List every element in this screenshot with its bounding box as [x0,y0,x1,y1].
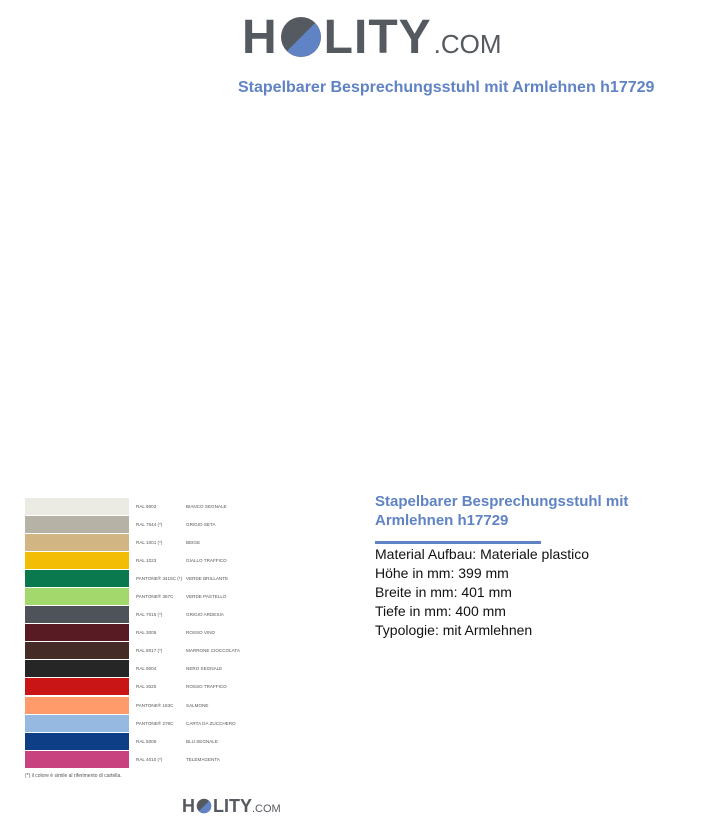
color-name: VERDE PASTELLO [186,594,227,600]
spec-row [375,564,589,583]
color-swatch [25,588,129,605]
color-swatch [25,534,129,551]
title-divider [375,541,541,544]
color-swatch [25,678,129,695]
color-swatch [25,624,129,641]
spec-value: Materiale plastico [480,546,590,562]
spec-value: 400 mm [455,603,506,619]
color-name: VERDE BRILLANTE [186,575,229,581]
color-swatch-list [25,497,265,768]
color-name: CARTA DA ZUCCHERO [186,720,236,726]
logo-letter-h: H [182,796,195,816]
spec-row [375,602,589,621]
color-name: GRIGIO SETA [186,521,216,527]
logo-letter-h: H [242,11,278,64]
color-code: RAL 3005 [136,630,157,636]
spec-label: Material Aufbau [375,546,473,562]
color-name: NERO SEGNALE [186,666,223,672]
color-code: RAL 5005 [136,738,157,744]
spec-separator: : [434,622,443,638]
spec-label: Typologie [375,622,435,638]
color-code: RAL 7015 (*) [136,612,163,618]
color-swatch [25,570,129,587]
color-swatch-row [25,569,265,587]
logo-dotcom: .COM [252,803,281,815]
color-note: (*) il colore è simile al riferimento di cartella. [25,773,122,779]
page-title: Stapelbarer Besprechungsstuhl mit Armlehnen h17729 [238,79,655,96]
spec-label: Höhe in mm [375,565,451,581]
color-swatch-row [25,515,265,533]
color-code: RAL 1001 (*) [136,539,163,545]
color-swatch-row [25,624,265,642]
spec-separator: : [472,546,481,562]
color-name: TELEMAGENTA [186,756,220,762]
color-code: PANTONE® 367C [136,594,174,600]
product-title: Stapelbarer Besprechungsstuhl mit Armlehnen h17729 [375,493,629,529]
color-swatch [25,660,129,677]
color-swatch-row [25,678,265,696]
color-swatch-row [25,642,265,660]
spec-list [375,545,589,640]
spec-value: 399 mm [458,565,509,581]
holity-logo-footer[interactable] [182,795,281,817]
color-swatch-row [25,660,265,678]
spec-separator: : [447,603,456,619]
color-name: ROSSO VINO [186,630,216,636]
color-swatch [25,642,129,659]
color-swatch-row [25,497,265,515]
color-swatch-row [25,696,265,714]
color-swatch-row [25,533,265,551]
color-swatch-row [25,714,265,732]
color-swatch [25,606,129,623]
color-swatch [25,715,129,732]
spec-row [375,583,589,602]
spec-separator: : [450,565,459,581]
color-code: RAL 9003 [136,503,157,509]
color-code: RAL 4010 (*) [136,756,163,762]
spec-value: mit Armlehnen [442,622,533,638]
color-swatch-row [25,606,265,624]
color-code: RAL 3020 [136,684,157,690]
color-swatch [25,552,129,569]
color-name: MARRONE CIOCCOLATA [186,648,240,654]
spec-value: 401 mm [461,584,512,600]
color-code: PANTONE® 163C [136,702,174,708]
logo-o-icon [279,15,323,59]
color-name: GRIGIO ARDESIA [186,612,224,618]
logo-dotcom: .COM [433,29,502,59]
color-swatch-row [25,732,265,750]
color-swatch [25,498,129,515]
color-swatch-row [25,750,265,768]
spec-label: Breite in mm [375,584,454,600]
spec-label: Tiefe in mm [375,603,448,619]
color-swatch-row [25,551,265,569]
spec-row [375,545,589,564]
spec-separator: : [453,584,462,600]
spec-row [375,621,589,640]
color-code: RAL 8017 (*) [136,648,163,654]
color-code: RAL 1023 [136,557,157,563]
color-swatch [25,751,129,768]
color-name: BIANCO SEGNALE [186,503,227,509]
color-code: PANTONE® 278C [136,720,174,726]
color-name: GIALLO TRAFFICO [186,557,227,563]
color-code: PANTONE® 3415C (*) [136,575,183,581]
color-code: RAL 9004 [136,666,157,672]
color-swatch-row [25,587,265,605]
color-code: RAL 7044 (*) [136,521,163,527]
color-name: SALMONE [186,702,209,708]
color-name: BLU SEGNALE [186,738,218,744]
logo-letters-lity: LITY [213,796,252,816]
logo-o-icon [196,798,212,814]
holity-logo[interactable] [242,8,502,68]
color-name: ROSSO TRAFFICO [186,684,227,690]
color-swatch [25,697,129,714]
color-swatch [25,733,129,750]
color-name: BEIGE [186,539,201,545]
color-swatch [25,516,129,533]
logo-letters-lity: LITY [323,11,432,64]
